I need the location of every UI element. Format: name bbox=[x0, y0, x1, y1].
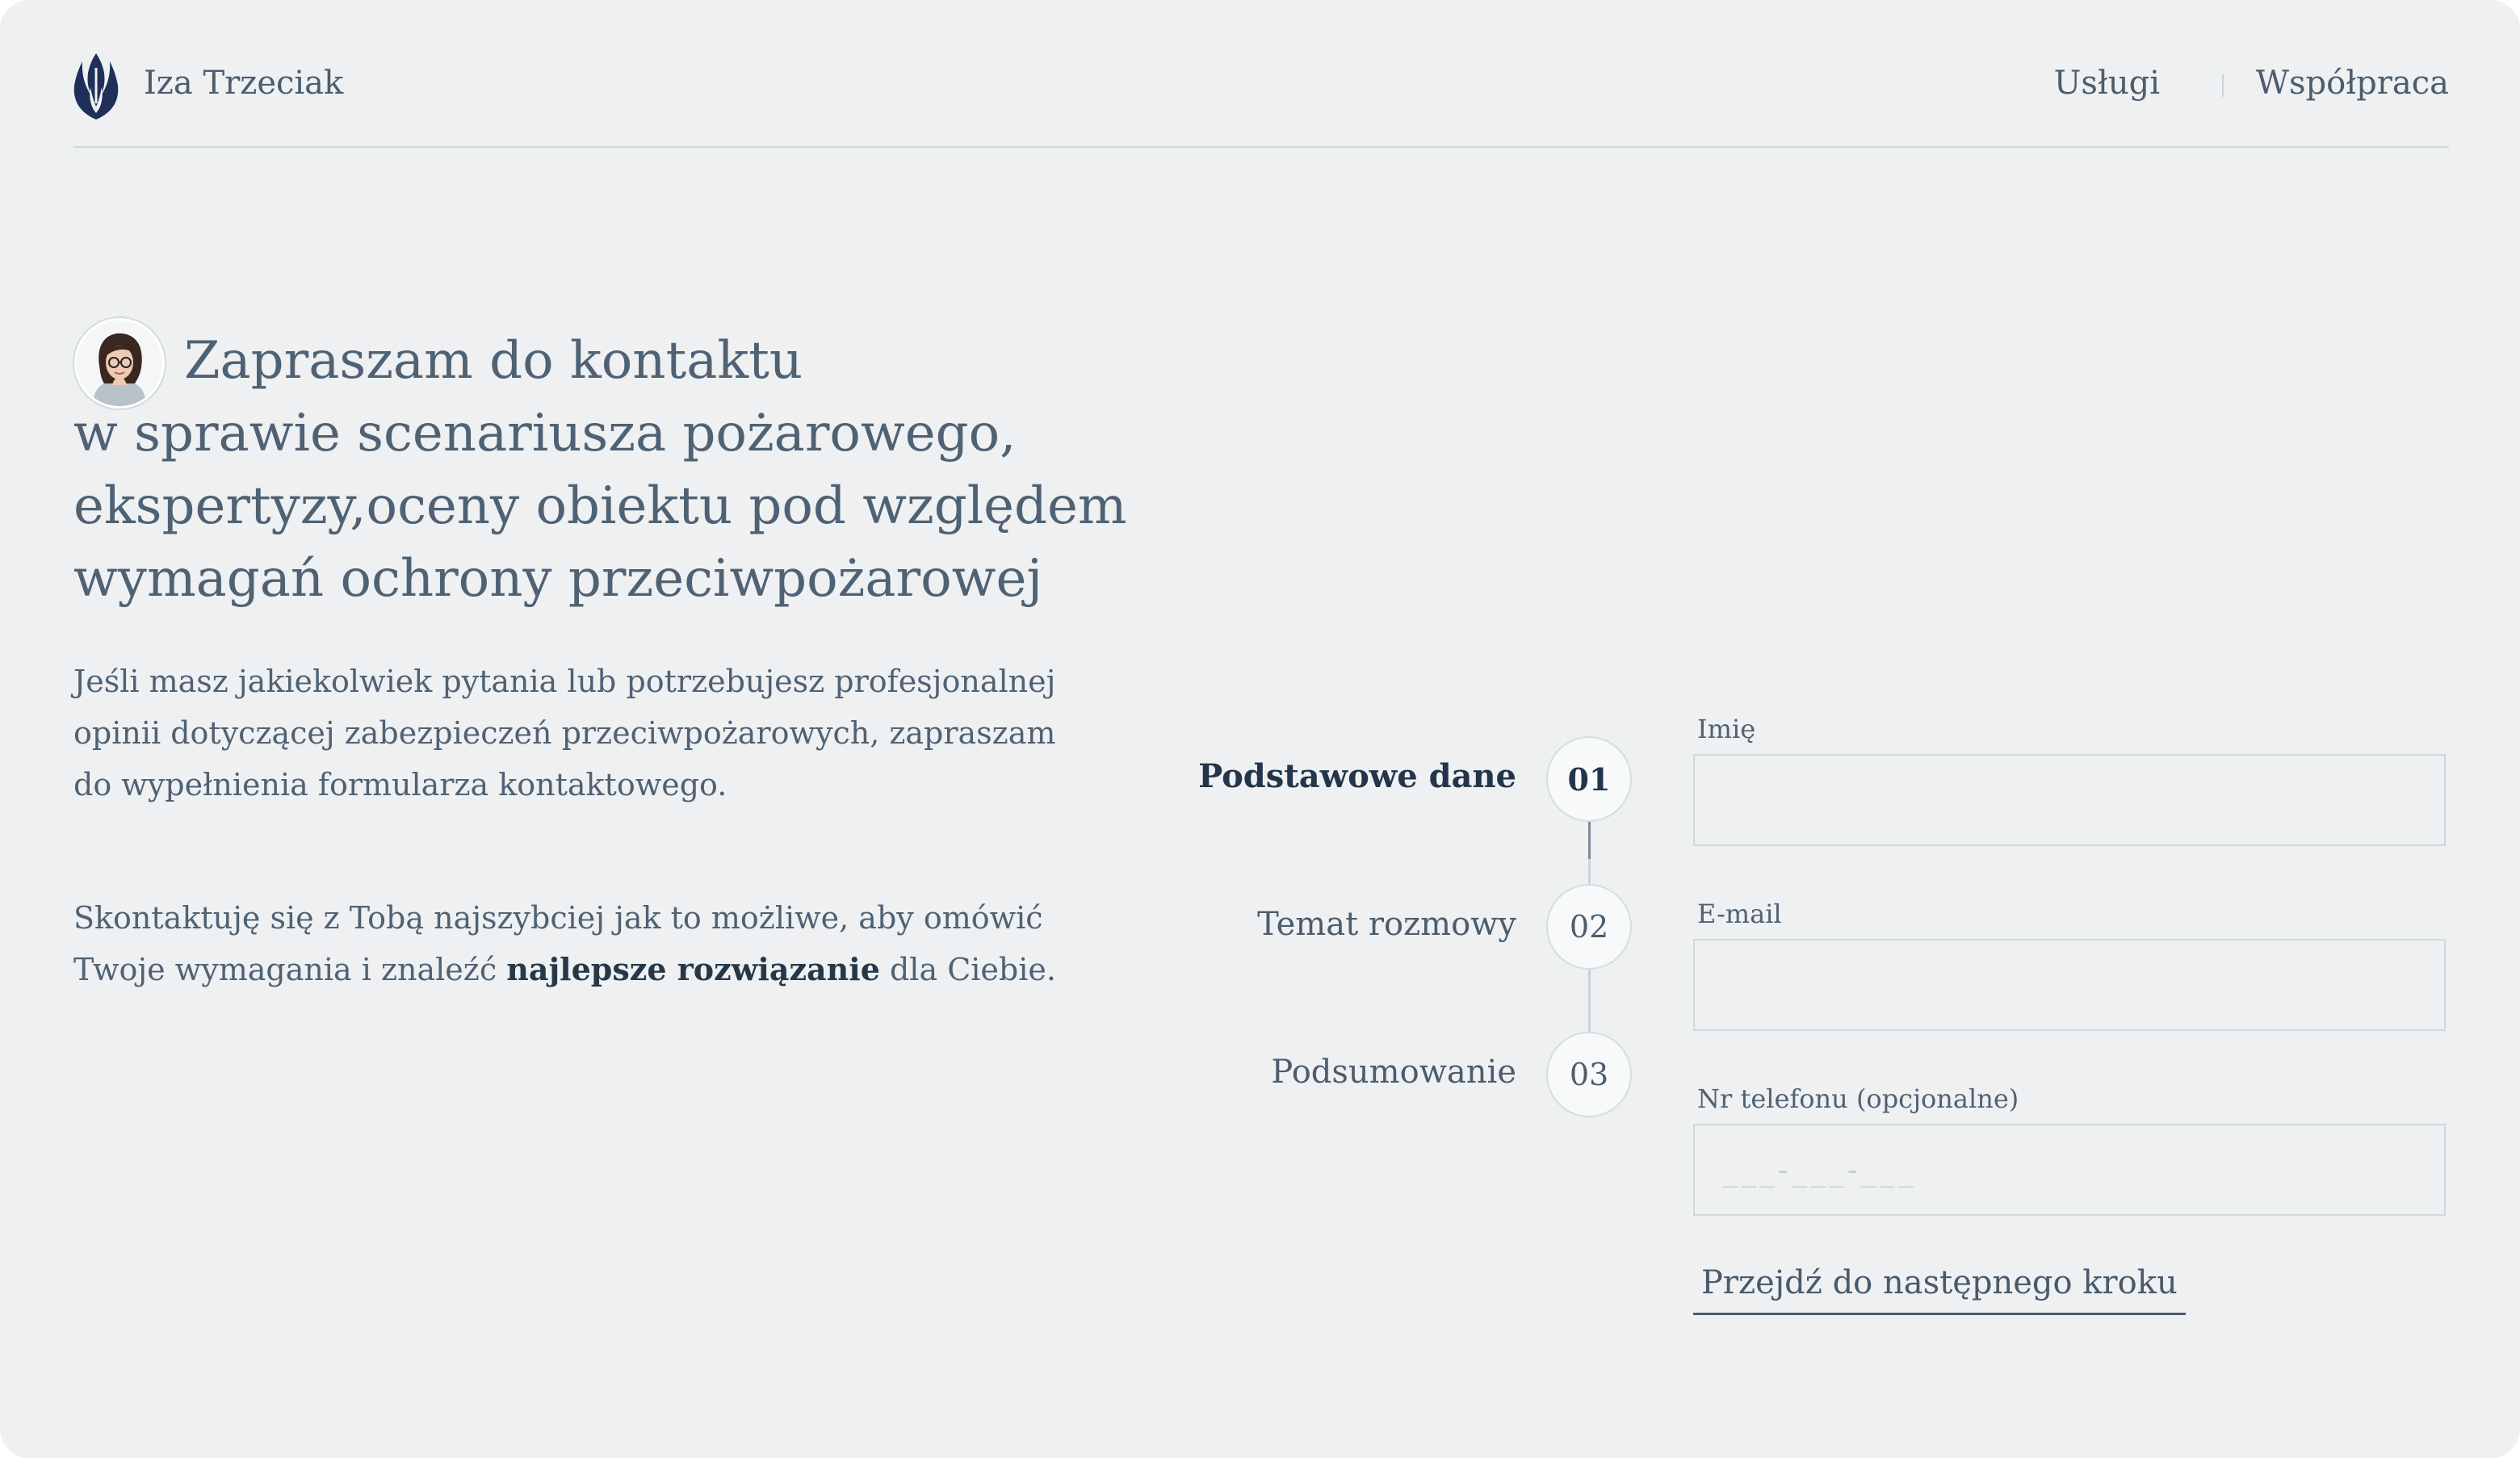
header-divider bbox=[73, 146, 2449, 148]
contact-paragraph-text: Skontaktuję się z Tobą najszybciej jak to możliwe, aby omówić Twoje wymagania i znaleźć bbox=[73, 900, 1043, 987]
email-field-label: E-mail bbox=[1697, 899, 1782, 929]
step-label-podsumowanie[interactable]: Podsumowanie bbox=[1271, 1054, 1516, 1091]
contact-paragraph bbox=[73, 892, 1067, 995]
phone-field-label: Nr telefonu (opcjonalne) bbox=[1697, 1083, 2019, 1114]
headline-line: ekspertyzy,oceny obiektu pod względem bbox=[73, 476, 1127, 536]
step-label-podstawowe-dane[interactable]: Podstawowe dane bbox=[1198, 757, 1516, 795]
contact-paragraph-end: dla Ciebie. bbox=[879, 952, 1056, 987]
nav-link-wspolpraca[interactable]: Współpraca bbox=[2255, 65, 2449, 102]
headline-line: wymagań ochrony przeciwpożarowej bbox=[73, 549, 1043, 609]
page-headline bbox=[73, 325, 1204, 615]
headline-line: w sprawie scenariusza pożarowego, bbox=[73, 404, 1017, 463]
name-field[interactable] bbox=[1693, 754, 2446, 846]
next-step-button[interactable]: Przejdź do następnego kroku bbox=[1693, 1264, 2186, 1315]
phone-field[interactable] bbox=[1693, 1124, 2446, 1216]
step-number-01[interactable]: 01 bbox=[1546, 736, 1632, 822]
flame-leaf-logo-icon[interactable] bbox=[71, 53, 121, 119]
step-label-temat-rozmowy[interactable]: Temat rozmowy bbox=[1257, 906, 1516, 943]
step-connector bbox=[1588, 970, 1591, 1032]
nav-divider bbox=[2222, 74, 2224, 97]
brand-name[interactable]: Iza Trzeciak bbox=[144, 65, 344, 102]
name-field-label: Imię bbox=[1697, 714, 1756, 744]
step-number-03[interactable]: 03 bbox=[1546, 1032, 1632, 1117]
headline-line: Zapraszam do kontaktu bbox=[184, 331, 803, 391]
intro-paragraph: Jeśli masz jakiekolwiek pytania lub potrzebujesz profesjonalnej opinii dotyczącej zabezpieczeń przeciwpożarowych, zapraszam do wypełnienia formularza kontaktowego. bbox=[73, 664, 1056, 802]
contact-paragraph-highlight: najlepsze rozwiązanie bbox=[506, 951, 880, 987]
nav-link-uslugi[interactable]: Usługi bbox=[2053, 65, 2160, 102]
email-field[interactable] bbox=[1693, 939, 2446, 1031]
step-connector bbox=[1588, 822, 1591, 884]
step-number-02[interactable]: 02 bbox=[1546, 884, 1632, 970]
